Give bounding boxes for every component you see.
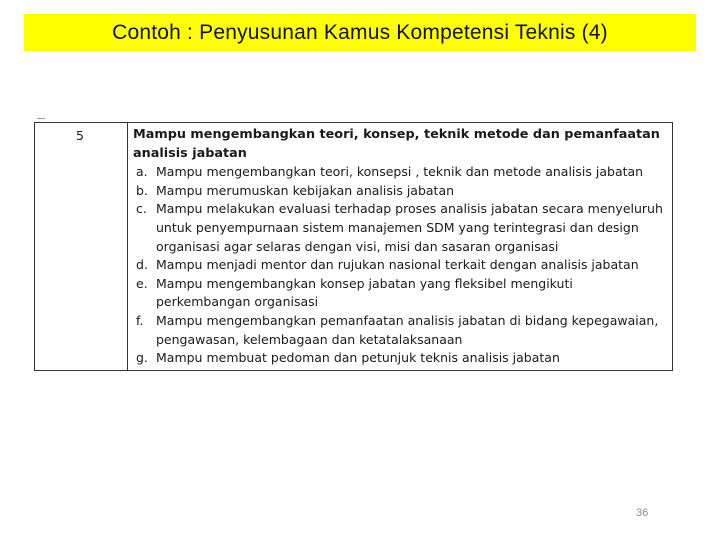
item-letter: g.: [136, 350, 148, 366]
list-item: [133, 163, 668, 182]
item-letter: e.: [136, 275, 148, 291]
competency-table: [34, 122, 673, 371]
item-text: Mampu membuat pedoman dan petunjuk teknis analisis jabatan: [156, 350, 560, 366]
competency-heading: Mampu mengembangkan teori, konsep, teknik metode dan pemanfaatan analisis jabatan: [133, 127, 660, 161]
item-letter: f.: [136, 312, 144, 328]
list-item: [133, 349, 668, 368]
item-letter: c.: [136, 201, 147, 217]
page-number: 36: [636, 507, 649, 519]
description-cell: [128, 123, 673, 371]
item-text: Mampu mengembangkan pemanfaatan analisis jabatan di bidang kepegawaian, pengawasan, kelembagaan dan ketatalaksanaan: [156, 312, 659, 347]
slide-title: Contoh : Penyusunan Kamus Kompetensi Teknis (4): [112, 20, 608, 44]
item-text: Mampu menjadi mentor dan rujukan nasional terkait dengan analisis jabatan: [156, 257, 639, 273]
item-text: Mampu mengembangkan teori, konsepsi , teknik dan metode analisis jabatan: [156, 164, 644, 180]
table-row: [35, 123, 673, 371]
list-item: [133, 182, 668, 201]
list-item: [133, 312, 668, 349]
indicator-list: [133, 163, 668, 368]
item-letter: b.: [136, 182, 148, 198]
item-text: Mampu melakukan evaluasi terhadap proses analisis jabatan secara menyeluruh untuk penyempurnaan sistem manajemen SDM yang terintegrasi dan design organisasi agar selaras dengan visi, misi dan sasaran organisasi: [156, 201, 663, 254]
item-letter: d.: [136, 257, 148, 273]
slide-title-bar: [24, 14, 696, 51]
item-text: Mampu merumuskan kebijakan analisis jabatan: [156, 182, 455, 198]
level-cell: 5: [35, 123, 128, 371]
decorative-mark: [37, 118, 45, 119]
list-item: [133, 200, 668, 256]
list-item: [133, 256, 668, 275]
list-item: [133, 275, 668, 312]
item-letter: a.: [136, 164, 148, 180]
item-text: Mampu mengembangkan konsep jabatan yang fleksibel mengikuti perkembangan organisasi: [156, 275, 573, 310]
